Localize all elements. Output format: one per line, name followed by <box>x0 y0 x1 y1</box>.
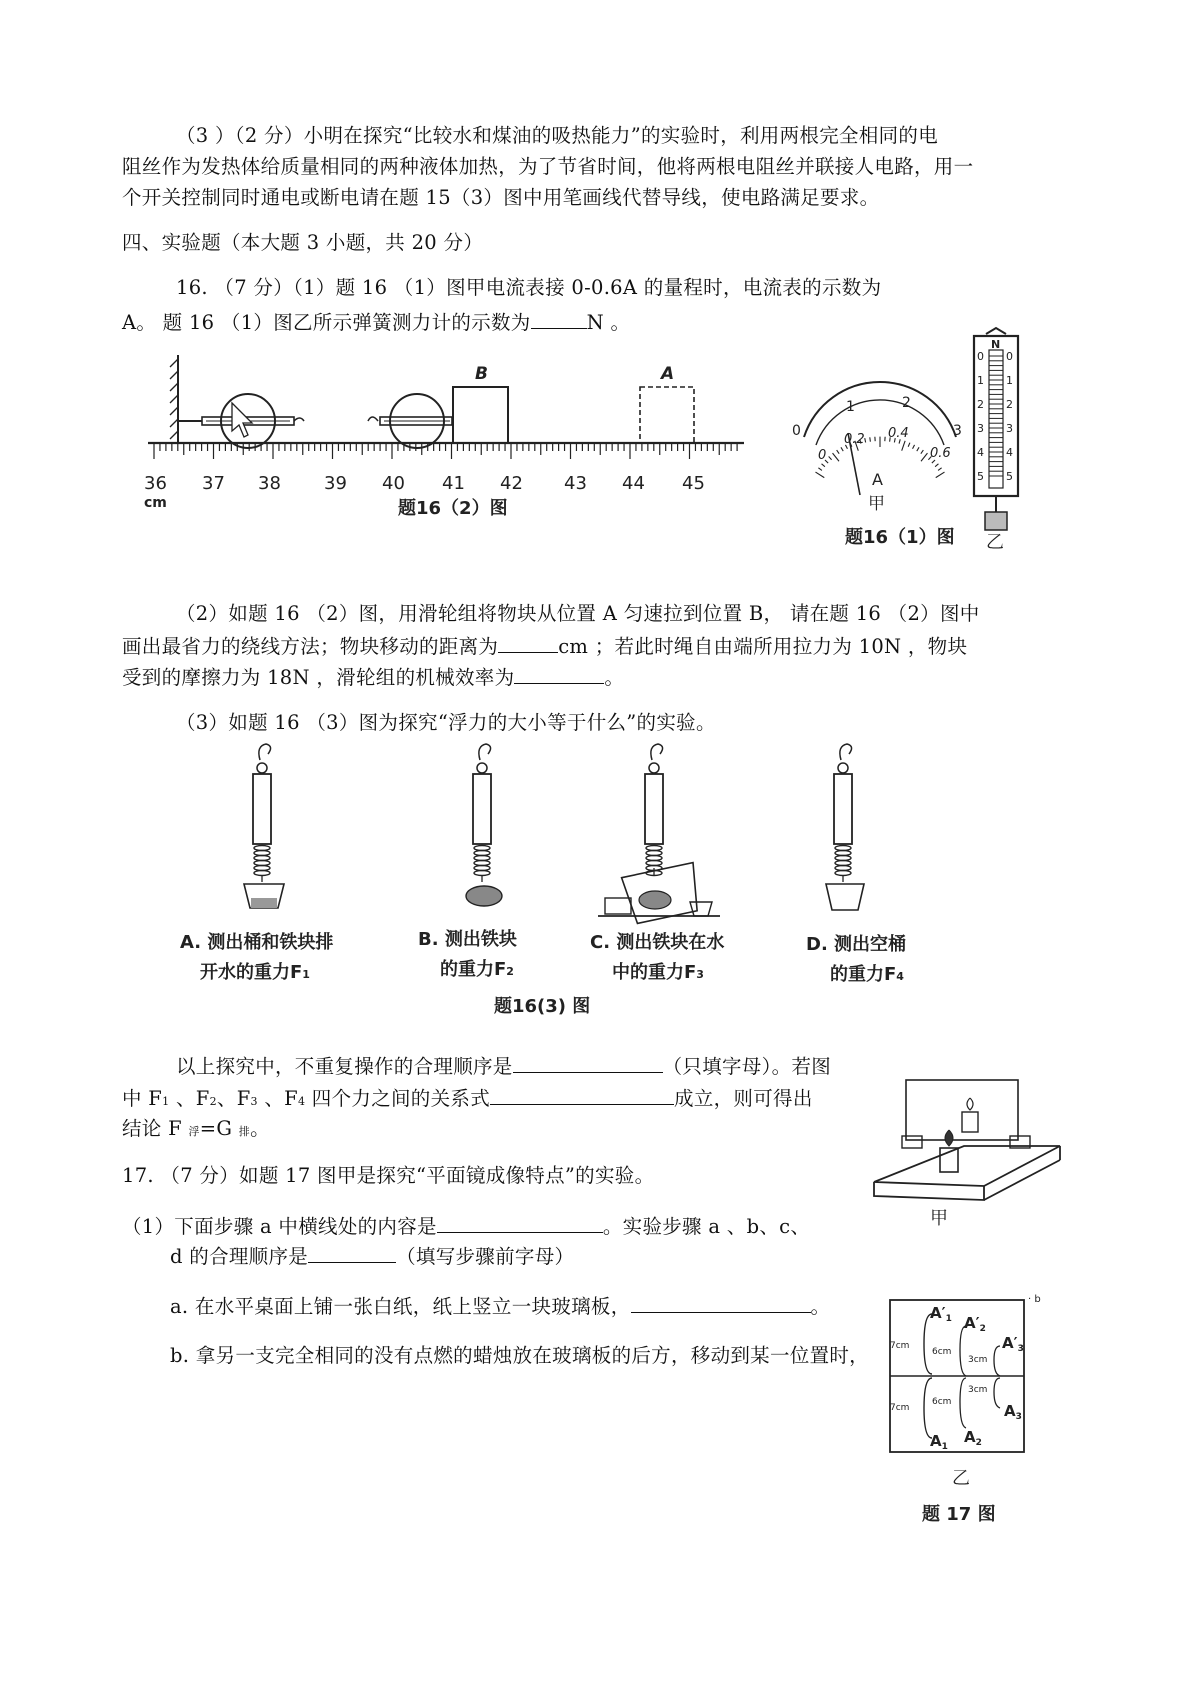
q17-1-line-2: d 的合理顺序是 （填写步骤前字母） <box>170 1240 574 1272</box>
ammeter-inner-label: 0 <box>818 448 827 463</box>
buoyancy-figure <box>200 740 960 930</box>
ruler-label: 45 <box>682 473 705 494</box>
ammeter-outer-label: 3 <box>953 423 962 439</box>
spring-scale-label: 5 <box>1006 470 1013 483</box>
dist-3cm: 3cm <box>968 1385 988 1395</box>
ammeter-outer-label: 1 <box>846 399 855 415</box>
answer-blank[interactable] <box>513 1050 663 1073</box>
ruler-label: 43 <box>564 473 587 494</box>
label-a3: $A_3$ <box>1004 1402 1022 1422</box>
caption-d-2: 的重力F4 <box>830 964 904 985</box>
answer-blank[interactable] <box>490 1082 674 1105</box>
fig-17-yi: 乙 <box>952 1468 970 1489</box>
caption-c-2: 中的重力F3 <box>612 962 704 983</box>
ammeter-unit: A <box>872 470 883 489</box>
q16-2-line-1: （2）如题 16 （2）图，用滑轮组将物块从位置 A 匀速拉到位置 B， 请在题 16 （2）图中 <box>176 602 980 625</box>
answer-blank[interactable] <box>437 1210 603 1233</box>
ruler-label: 38 <box>258 473 281 494</box>
spring-scale-label: 2 <box>1006 398 1013 411</box>
q16-line-2: A。 题 16 （1）图乙所示弹簧测力计的示数为 N 。 <box>122 306 630 338</box>
caption-a-2: 开水的重力F1 <box>200 962 310 983</box>
caption-b-2: 的重力F2 <box>440 959 514 980</box>
q16-line-1: 16. （7 分）（1）题 16 （1）图甲电流表接 0-0.6A 的量程时，电流表的示数为 <box>176 276 882 299</box>
label-a3-prime: $A'_3$ <box>1002 1334 1024 1354</box>
spring-scale-label: 1 <box>1006 374 1013 387</box>
spring-scale-label: 4 <box>977 446 984 459</box>
spring-scale-label: 3 <box>977 422 984 435</box>
ruler-label: 36 <box>144 473 167 494</box>
dist-7cm: 7cm <box>890 1341 910 1351</box>
answer-blank[interactable] <box>308 1240 396 1263</box>
q16-3-line-2: 以上探究中，不重复操作的合理顺序是 （只填字母）。若图 <box>176 1050 831 1082</box>
label-a1-prime: $A'_1$ <box>930 1304 952 1324</box>
ruler-label: 42 <box>500 473 523 494</box>
ammeter-outer-label: 2 <box>902 395 911 411</box>
ruler-label: 37 <box>202 473 225 494</box>
q15-3-line-2: 阻丝作为发热体给质量相同的两种液体加热，为了节省时间，他将两根电阻丝并联接人电路，用一 <box>122 155 974 178</box>
q16-2-line-2: 画出最省力的绕线方法；物块移动的距离为 cm ；若此时绳自由端所用拉力为 10N ，物块 <box>122 630 967 662</box>
caption-c-1: C. 测出铁块在水 <box>590 932 725 953</box>
ammeter-inner-label: 0.6 <box>930 446 951 461</box>
ruler-label: 40 <box>382 473 405 494</box>
dist-7cm: 7cm <box>890 1403 910 1413</box>
fig-16-2-caption: 题16（2）图 <box>398 498 508 519</box>
block-b-label: B <box>475 364 488 384</box>
answer-blank[interactable] <box>631 1290 811 1313</box>
block-a-label: A <box>661 364 675 384</box>
caption-d-1: D. 测出空桶 <box>806 934 907 955</box>
spring-scale-name: 乙 <box>986 532 1004 553</box>
q17-line-1: 17. （7 分）如题 17 图甲是探究“平面镜成像特点”的实验。 <box>122 1164 655 1187</box>
dist-6cm: 6cm <box>932 1397 952 1407</box>
corner-mark: · b <box>1028 1294 1041 1305</box>
ruler-label: 39 <box>324 473 347 494</box>
q15-3-line-1: （3 ）（2 分）小明在探究“比较水和煤油的吸热能力”的实验时，利用两根完全相同的电 <box>176 124 938 147</box>
spring-scale-label: 0 <box>1006 350 1013 363</box>
spring-scale-label: 2 <box>977 398 984 411</box>
q15-3-line-3: 个开关控制同时通电或断电请在题 15（3）图中用笔画线代替导线，使电路满足要求。 <box>122 186 880 209</box>
section-heading: 四、实验题（本大题 3 小题，共 20 分） <box>122 231 484 254</box>
ammeter-outer-label: 0 <box>792 423 801 439</box>
spring-unit: N <box>991 338 1001 351</box>
q17-step-b: b. 拿另一支完全相同的没有点燃的蜡烛放在玻璃板的后方，移动到某一位置时， <box>170 1344 869 1367</box>
dist-3cm: 3cm <box>968 1355 988 1365</box>
q17-1-line-1: （1）下面步骤 a 中横线处的内容是 。实验步骤 a 、b、c、 <box>122 1210 810 1242</box>
ammeter-inner-label: 0.4 <box>888 426 909 441</box>
image-position-figure <box>880 1290 1050 1530</box>
ammeter-inner-label: 0.2 <box>844 432 865 447</box>
label-a1: $A_1$ <box>930 1432 948 1452</box>
ruler-unit: cm <box>144 495 167 511</box>
dist-6cm: 6cm <box>932 1347 952 1357</box>
spring-scale-label: 0 <box>977 350 984 363</box>
ruler-label: 41 <box>442 473 465 494</box>
fig-17-jia: 甲 <box>930 1208 948 1229</box>
q16-2-line-3: 受到的摩擦力为 18N ，滑轮组的机械效率为 。 <box>122 661 624 693</box>
q16-3-line-4: 结论 F 浮=G 排。 <box>122 1117 270 1140</box>
ammeter-name: 甲 <box>868 494 885 514</box>
spring-scale-figure <box>966 326 1026 552</box>
spring-scale-label: 1 <box>977 374 984 387</box>
fig-16-3-caption: 题16(3) 图 <box>494 996 591 1017</box>
fig-17-caption: 题 17 图 <box>922 1504 996 1525</box>
label-a2: $A_2$ <box>964 1428 982 1448</box>
label-a2-prime: $A'_2$ <box>964 1314 986 1334</box>
ruler-tick-labels <box>144 473 705 494</box>
q17-step-a: a. 在水平桌面上铺一张白纸，纸上竖立一块玻璃板， 。 <box>170 1290 830 1322</box>
answer-blank[interactable] <box>514 661 604 684</box>
mirror-setup-figure <box>868 1076 1068 1229</box>
answer-blank[interactable] <box>498 630 558 653</box>
q16-3-line-1: （3）如题 16 （3）图为探究“浮力的大小等于什么”的实验。 <box>176 711 716 734</box>
ammeter-figure <box>790 385 970 515</box>
answer-blank[interactable] <box>531 306 587 329</box>
q16-3-line-3: 中 F1 、F2、F3 、F4 四个力之间的关系式 成立，则可得出 <box>122 1082 813 1117</box>
spring-scale-label: 4 <box>1006 446 1013 459</box>
caption-b-1: B. 测出铁块 <box>418 929 517 950</box>
fig-16-1-caption: 题16（1）图 <box>845 527 955 548</box>
spring-scale-label: 5 <box>977 470 984 483</box>
spring-scale-label: 3 <box>1006 422 1013 435</box>
ruler-label: 44 <box>622 473 645 494</box>
caption-a-1: A. 测出桶和铁块排 <box>180 932 334 953</box>
